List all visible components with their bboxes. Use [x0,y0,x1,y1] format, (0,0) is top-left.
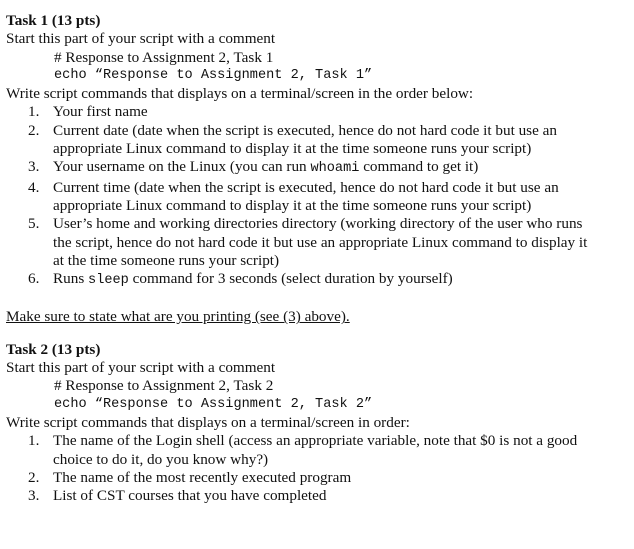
list-item-text: appropriate Linux command to display it at the time someone runs your script) [53,140,532,158]
list-number: 4. [28,178,40,196]
list-item-text-end: command to get it) [359,158,479,176]
list-item-text [53,270,628,290]
list-number: 2. [28,121,40,139]
task1-intro: Start this part of your script with a comment [6,30,276,48]
list-item [6,432,628,469]
list-number: 3. [28,487,40,505]
list-item [6,469,628,487]
spacer [6,290,628,308]
list-number: 5. [28,215,40,233]
list-item-text: appropriate Linux command to display it at the time someone runs your script) [53,196,532,214]
task1-lead: Write script commands that displays on a terminal/screen in the order below: [6,85,474,103]
list-number: 3. [28,158,40,176]
list-item [6,487,628,505]
task2-echo-line: echo “Response to Assignment 2, Task 2” [54,396,373,412]
task2-title: Task 2 (13 pts) [6,340,101,358]
task1-note: Make sure to state what are you printing (see (3) above). [6,308,350,326]
list-item-text: User’s home and working directories directory (working directory of the user who runs [53,215,583,233]
list-item-text: The name of the Login shell (access an appropriate variable, note that $0 is not a good [53,432,578,450]
list-number: 2. [28,468,40,486]
list-item [6,122,628,159]
list-item-text-start: Your username on the Linux (you can run [53,158,311,176]
inline-code: sleep [88,273,129,289]
task2-list [6,432,628,505]
list-item-text: Your first name [53,103,148,121]
list-item [6,215,628,270]
list-item-text: at the time someone runs your script) [53,251,280,269]
list-item [6,179,628,216]
list-item-text: List of CST courses that you have completed [53,487,327,505]
list-item-text: The name of the most recently executed program [53,468,352,486]
list-number: 1. [28,432,40,450]
assignment-document [6,12,628,505]
list-number: 6. [28,270,40,288]
task1-list [6,103,628,290]
list-item [6,158,628,178]
list-item-text [53,158,628,178]
inline-code: whoami [310,161,360,177]
task1-title: Task 1 (13 pts) [6,12,101,29]
task2-comment-line: # Response to Assignment 2, Task 2 [54,377,274,395]
spacer [6,327,628,341]
list-item-text-start: Runs [53,270,89,288]
task2-intro: Start this part of your script with a comment [6,359,276,377]
list-item-text: the script, hence do not hard code it but use an appropriate Linux command to display it [53,233,588,251]
list-item-text-end: command for 3 seconds (select duration by yourself) [128,270,453,288]
list-item-text: Current time (date when the script is executed, hence do not hard code it but use an [53,178,559,196]
list-item [6,270,628,290]
task1-echo-line: echo “Response to Assignment 2, Task 1” [54,67,373,83]
list-number: 1. [28,103,40,121]
list-item-text: choice to do it, do you know why?) [53,450,269,468]
list-item-text: Current date (date when the script is executed, hence do not hard code it but use an [53,121,557,139]
list-item [6,103,628,121]
task1-comment-line: # Response to Assignment 2, Task 1 [54,48,274,66]
task2-lead: Write script commands that displays on a terminal/screen in order: [6,413,410,431]
